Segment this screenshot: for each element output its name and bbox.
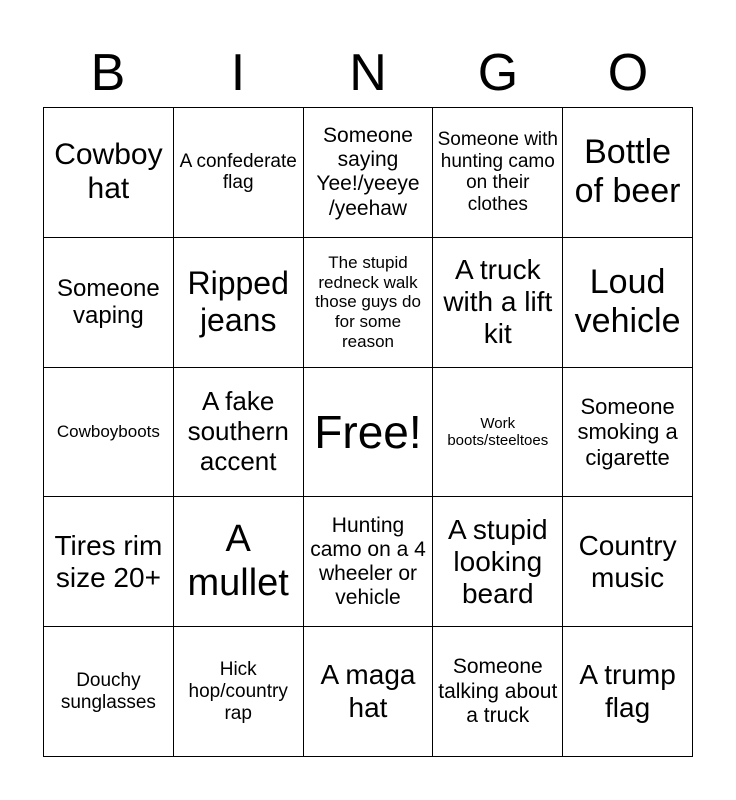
bingo-cell-r3-c5[interactable]: Someone smoking a cigarette — [563, 368, 693, 498]
bingo-cell-r1-c1[interactable]: Cowboy hat — [44, 108, 174, 238]
bingo-cell-r5-c1[interactable]: Douchy sunglasses — [44, 627, 174, 757]
bingo-cell-r2-c3[interactable]: The stupid redneck walk those guys do for some reason — [304, 238, 434, 368]
bingo-cell-r4-c4[interactable]: A stupid looking beard — [433, 497, 563, 627]
bingo-cell-r1-c3[interactable]: Someone saying Yee!/yeeye /yeehaw — [304, 108, 434, 238]
bingo-cell-r2-c5[interactable]: Loud vehicle — [563, 238, 693, 368]
bingo-cell-r5-c2[interactable]: Hick hop/country rap — [174, 627, 304, 757]
bingo-cell-r4-c5[interactable]: Country music — [563, 497, 693, 627]
bingo-cell-r5-c3[interactable]: A maga hat — [304, 627, 434, 757]
bingo-cell-r5-c5[interactable]: A trump flag — [563, 627, 693, 757]
bingo-grid — [43, 107, 693, 757]
bingo-cell-r1-c2[interactable]: A confederate flag — [174, 108, 304, 238]
bingo-cell-r2-c2[interactable]: Ripped jeans — [174, 238, 304, 368]
bingo-cell-r2-c4[interactable]: A truck with a lift kit — [433, 238, 563, 368]
bingo-cell-r4-c1[interactable]: Tires rim size 20+ — [44, 497, 174, 627]
bingo-cell-r1-c4[interactable]: Someone with hunting camo on their clothes — [433, 108, 563, 238]
bingo-cell-r4-c2[interactable]: A mullet — [174, 497, 304, 627]
bingo-cell-r4-c3[interactable]: Hunting camo on a 4 wheeler or vehicle — [304, 497, 434, 627]
bingo-cell-r2-c1[interactable]: Someone vaping — [44, 238, 174, 368]
header-letter-n: N — [349, 44, 387, 102]
bingo-cell-r3-c2[interactable]: A fake southern accent — [174, 368, 304, 498]
bingo-header — [43, 40, 693, 106]
bingo-cell-r3-c4[interactable]: Work boots/steeltoes — [433, 368, 563, 498]
bingo-cell-free[interactable]: Free! — [304, 368, 434, 498]
bingo-cell-r1-c5[interactable]: Bottle of beer — [563, 108, 693, 238]
bingo-cell-r3-c1[interactable]: Cowboyboots — [44, 368, 174, 498]
bingo-cell-r5-c4[interactable]: Someone talking about a truck — [433, 627, 563, 757]
header-letter-g: G — [477, 44, 519, 102]
header-letter-b: B — [90, 44, 126, 102]
header-letter-o: O — [607, 44, 649, 102]
header-letter-i: I — [230, 44, 246, 102]
